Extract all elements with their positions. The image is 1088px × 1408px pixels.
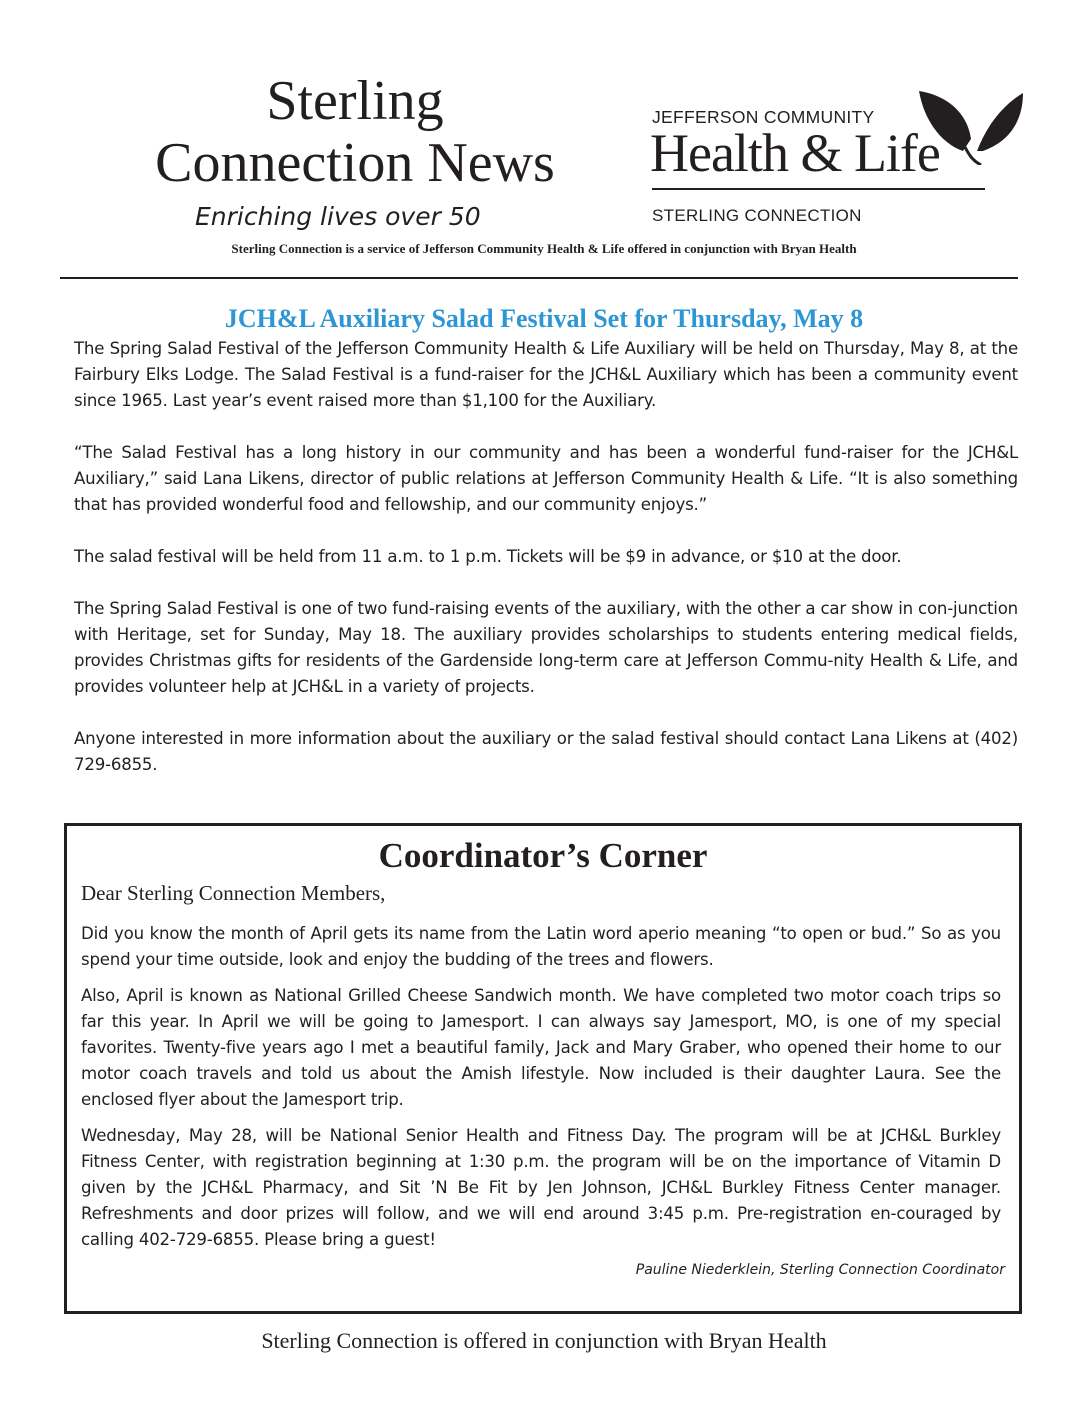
article-paragraph: Anyone interested in more information about the auxiliary or the salad festival should contact Lana Likens at (402) 729-6855. — [74, 729, 1018, 774]
tagline: Enriching lives over 50 — [195, 202, 481, 231]
corner-title: Coordinator’s Corner — [378, 836, 708, 875]
logo-top-text: JEFFERSON COMMUNITY — [652, 107, 875, 127]
corner-paragraph: Also, April is known as National Grilled Cheese Sandwich month. We have completed two motor coach trips so far this year. In April we will be going to Jamesport. I can always say Jamesport, MO, is one of my special favorites. Twenty-five years ago I met a beautiful family, Jack and Mary Graber, who opened their home to our motor coach travels and told us about the Amish lifestyle. Now included is their daughter Laura. See the enclosed flyer about the Jamesport trip. — [81, 986, 1001, 1109]
newsletter-title-line2: Connection News — [155, 132, 555, 194]
corner-paragraph: Wednesday, May 28, will be National Senior Health and Fitness Day. The program will be at JCH&L Burkley Fitness Center, with registration beginning at 1:30 p.m. the program will be on the importance of Vitamin D given by the JCH&L Pharmacy, and Sit ’N Be Fit by Jen Johnson, JCH&L Burkley Fitness Center manager. Refreshments and door prizes will follow, and we will end around 3:45 p.m. Pre-registration en-couraged by calling 402-729-6855. Please bring a guest! — [81, 1126, 1001, 1249]
article-paragraph: “The Salad Festival has a long history in our community and has been a wonderful fund-raiser for the JCH&L Auxiliary,” said Lana Likens, director of public relations at Jefferson Community Health & Life. “It is also something that has provided wonderful food and fellowship, and our community enjoys.” — [74, 443, 1018, 514]
service-statement: Sterling Connection is a service of Jefferson Community Health & Life offered in conjunction with Bryan Health — [231, 241, 857, 256]
corner-body — [81, 921, 1001, 1263]
coordinators-corner-box — [64, 823, 1022, 1314]
jchl-logo — [650, 85, 1030, 235]
article-headline: JCH&L Auxiliary Salad Festival Set for Thursday, May 8 — [224, 304, 864, 333]
corner-signature: Pauline Niederklein, Sterling Connection Coordinator — [635, 1262, 1005, 1278]
article-paragraph: The Spring Salad Festival is one of two fund-raising events of the auxiliary, with the other a car show in con-junction with Heritage, set for Sunday, May 18. The auxiliary provides scholarships to students entering medical fields, provides Christmas gifts for residents of the Gardenside long-term care at Jefferson Commu-nity Health & Life, and provides volunteer help at JCH&L in a variety of projects. — [74, 599, 1018, 696]
article-paragraph: The Spring Salad Festival of the Jefferson Community Health & Life Auxiliary will be held on Thursday, May 8, at the Fairbury Elks Lodge. The Salad Festival is a fund-raiser for the JCH&L Auxiliary which has been a community event since 1965. Last year’s event raised more than $1,100 for the Auxiliary. — [74, 339, 1018, 410]
newsletter-title-line1: Sterling — [266, 70, 444, 132]
footer-text: Sterling Connection is offered in conjunction with Bryan Health — [261, 1328, 827, 1353]
corner-paragraph: Did you know the month of April gets its name from the Latin word aperio meaning “to open or bud.” So as you spend your time outside, look and enjoy the budding of the trees and flowers. — [81, 924, 1001, 969]
corner-greeting: Dear Sterling Connection Members, — [81, 881, 386, 905]
article-body — [74, 336, 1018, 804]
logo-main-text: Health & Life — [650, 123, 940, 183]
newsletter-title — [100, 70, 610, 194]
logo-divider — [652, 188, 985, 190]
article-paragraph: The salad festival will be held from 11 a.m. to 1 p.m. Tickets will be $9 in advance, or $10 at the door. — [74, 547, 902, 566]
masthead-divider — [60, 277, 1018, 279]
logo-bottom-text: STERLING CONNECTION — [652, 206, 862, 225]
